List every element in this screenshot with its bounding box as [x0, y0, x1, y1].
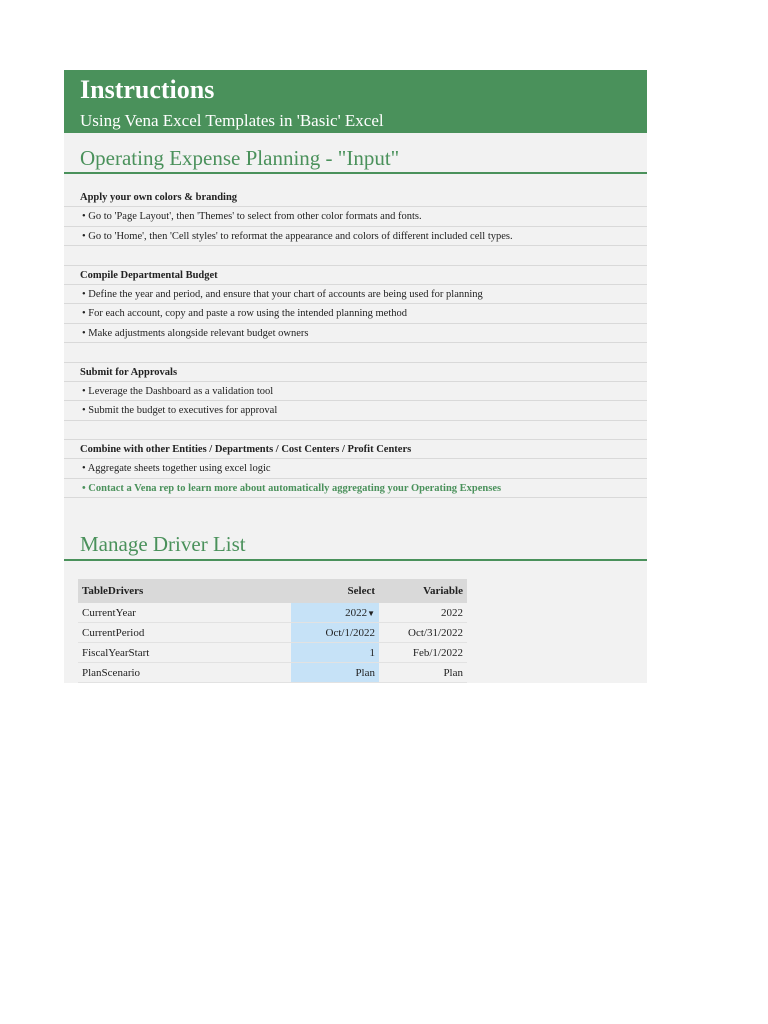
instructions-banner: [64, 70, 647, 133]
driver-name-cell[interactable]: CurrentYear: [78, 603, 291, 623]
list-item[interactable]: • Make adjustments alongside relevant budget owners: [64, 324, 647, 343]
column-header-variable[interactable]: Variable: [379, 579, 467, 603]
list-item[interactable]: • Define the year and period, and ensure that your chart of accounts are being used for planning: [64, 285, 647, 304]
group-title[interactable]: Compile Departmental Budget: [64, 266, 647, 285]
blank-row[interactable]: [64, 343, 647, 362]
spacer: [64, 498, 647, 518]
driver-variable-cell[interactable]: Oct/31/2022: [379, 623, 467, 643]
driver-select-cell[interactable]: Oct/1/2022: [291, 623, 379, 643]
driver-select-value: 2022: [345, 606, 368, 619]
table-row: [78, 663, 467, 683]
driver-select-dropdown[interactable]: [291, 603, 379, 623]
list-item[interactable]: • Go to 'Home', then 'Cell styles' to reformat the appearance and colors of different included cell types.: [64, 227, 647, 246]
driver-name-cell[interactable]: FiscalYearStart: [78, 643, 291, 663]
driver-name-cell[interactable]: PlanScenario: [78, 663, 291, 683]
column-header-tabledrivers[interactable]: TableDrivers: [78, 579, 291, 603]
driver-variable-cell[interactable]: Feb/1/2022: [379, 643, 467, 663]
column-header-select[interactable]: Select: [291, 579, 379, 603]
group-title[interactable]: Apply your own colors & branding: [64, 188, 647, 207]
driver-select-cell[interactable]: Plan: [291, 663, 379, 683]
list-item[interactable]: • Go to 'Page Layout', then 'Themes' to select from other color formats and fonts.: [64, 207, 647, 226]
table-header-row: [78, 579, 467, 603]
blank-row[interactable]: [64, 246, 647, 265]
chevron-down-icon[interactable]: ▼: [367, 608, 375, 618]
table-row: [78, 643, 467, 663]
list-item[interactable]: • For each account, copy and paste a row using the intended planning method: [64, 304, 647, 323]
group-title[interactable]: Combine with other Entities / Departments / Cost Centers / Profit Centers: [64, 440, 647, 459]
driver-table: [78, 579, 467, 683]
worksheet: [64, 70, 647, 683]
banner-subtitle: Using Vena Excel Templates in 'Basic' Excel: [80, 111, 384, 130]
list-item[interactable]: • Submit the budget to executives for approval: [64, 401, 647, 420]
list-item[interactable]: • Aggregate sheets together using excel logic: [64, 459, 647, 478]
driver-name-cell[interactable]: CurrentPeriod: [78, 623, 291, 643]
contact-vena-link[interactable]: • Contact a Vena rep to learn more about automatically aggregating your Operating Expenses: [64, 479, 647, 498]
section-heading-drivers: Manage Driver List: [64, 518, 647, 561]
instruction-list: [64, 188, 647, 498]
driver-variable-cell[interactable]: Plan: [379, 663, 467, 683]
banner-title: Instructions: [80, 75, 215, 104]
driver-variable-cell[interactable]: 2022: [379, 603, 467, 623]
table-row: [78, 603, 467, 623]
group-title[interactable]: Submit for Approvals: [64, 363, 647, 382]
blank-row[interactable]: [64, 421, 647, 440]
section-heading-input: Operating Expense Planning - "Input": [64, 133, 647, 174]
driver-select-cell[interactable]: 1: [291, 643, 379, 663]
table-row: [78, 623, 467, 643]
list-item[interactable]: • Leverage the Dashboard as a validation tool: [64, 382, 647, 401]
